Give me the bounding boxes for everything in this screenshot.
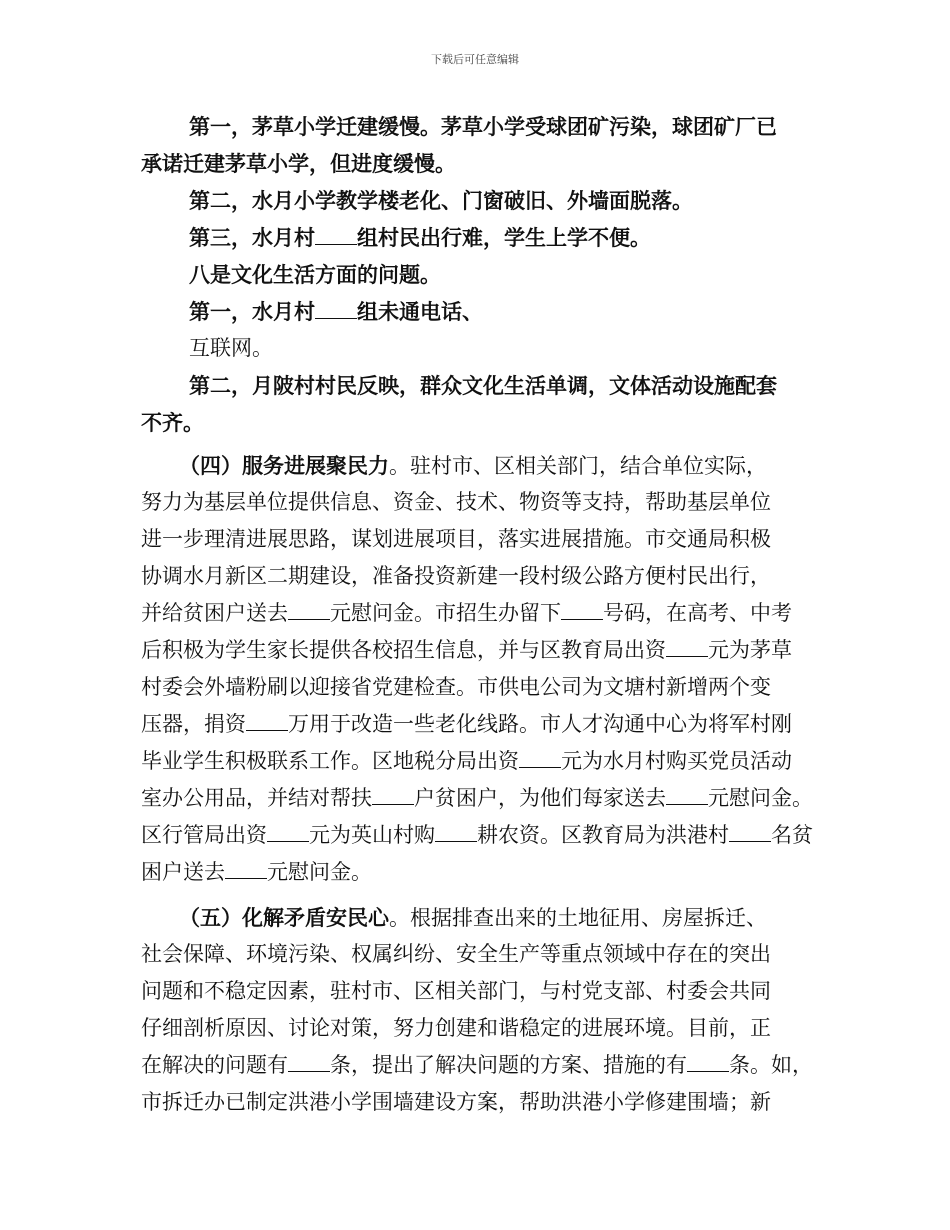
fill-in-blank [561, 600, 603, 620]
text-line [141, 817, 823, 854]
text-line [141, 595, 823, 632]
text-segment: 并给贫困户送去 [141, 601, 288, 625]
text-line: 不齐。 [141, 410, 204, 435]
text-segment: 条，提出了解决问题的方案、措施的有 [330, 1053, 687, 1077]
page-header: 下载后可任意编辑 [431, 53, 519, 66]
text-segment: 元为水月村购买党员活动 [561, 749, 792, 773]
text-segment: 区行管局出资 [141, 823, 267, 847]
text-segment: 后积极为学生家长提供各校招生信息，并与区教育局出资 [141, 638, 666, 662]
text-line [141, 447, 823, 484]
text-line [141, 743, 823, 780]
text-segment: 元为茅草 [708, 638, 792, 662]
section-heading: （四）服务进展聚民力 [179, 453, 389, 478]
text-segment: 条。如， [729, 1053, 813, 1077]
fill-in-blank [729, 822, 771, 842]
text-segment: 。驻村市、区相关部门，结合单位实际， [389, 454, 767, 478]
text-line [141, 706, 823, 743]
text-line [141, 293, 823, 330]
text-segment: 在解决的问题有 [141, 1053, 288, 1077]
text-segment: 压器，捐资 [141, 712, 246, 736]
fill-in-blank [315, 299, 357, 319]
fill-in-blank [687, 1052, 729, 1072]
text-line [141, 780, 823, 817]
section-heading: （五）化解矛盾安民心 [179, 905, 389, 930]
text-line [141, 854, 823, 891]
text-line: 第二，月陂村村民反映，群众文化生活单调，文体活动设施配套 [189, 373, 777, 398]
text-segment: 户贫困户，为他们每家送去 [414, 786, 666, 810]
fill-in-blank [246, 711, 288, 731]
text-segment: 第三，水月村 [189, 225, 315, 250]
document-body [141, 108, 823, 1121]
text-line: 问题和不稳定因素，驻村市、区相关部门，与村党支部、村委会共同 [141, 979, 771, 1003]
text-segment: 万用于改造一些老化线路。市人才沟通中心为将军村刚 [288, 712, 792, 736]
text-segment: 室办公用品，并结对帮扶 [141, 786, 372, 810]
text-segment: 元慰问金。 [267, 860, 372, 884]
text-line [141, 219, 823, 256]
fill-in-blank [435, 822, 477, 842]
text-line: 努力为基层单位提供信息、资金、技术、物资等支持，帮助基层单位 [141, 490, 771, 514]
text-line [141, 632, 823, 669]
text-line: 八是文化生活方面的问题。 [189, 262, 441, 287]
fill-in-blank [372, 785, 414, 805]
text-line [141, 899, 823, 936]
text-segment: 元慰问金。 [708, 786, 813, 810]
fill-in-blank [666, 785, 708, 805]
fill-in-blank [519, 748, 561, 768]
text-line: 协调水月新区二期建设，准备投资新建一段村级公路方便村民出行， [141, 564, 771, 588]
text-line: 市拆迁办已制定洪港小学围墙建设方案，帮助洪港小学修建围墙；新 [141, 1090, 771, 1114]
text-line: 承诺迁建茅草小学，但进度缓慢。 [141, 151, 456, 176]
fill-in-blank [225, 859, 267, 879]
text-line [141, 1047, 823, 1084]
text-line: 第一，茅草小学迁建缓慢。茅草小学受球团矿污染，球团矿厂已 [189, 114, 777, 139]
text-segment: 第一，水月村 [189, 299, 315, 324]
text-segment: 困户送去 [141, 860, 225, 884]
fill-in-blank [666, 637, 708, 657]
fill-in-blank [288, 1052, 330, 1072]
text-segment: 耕农资。区教育局为洪港村 [477, 823, 729, 847]
fill-in-blank [288, 600, 330, 620]
text-segment: 元慰问金。市招生办留下 [330, 601, 561, 625]
text-segment: 毕业学生积极联系工作。区地税分局出资 [141, 749, 519, 773]
text-segment: 。根据排查出来的土地征用、房屋拆迁、 [389, 906, 767, 930]
text-line: 第二，水月小学教学楼老化、门窗破旧、外墙面脱落。 [189, 188, 693, 213]
text-line: 互联网。 [189, 336, 273, 360]
text-line: 社会保障、环境污染、权属纠纷、安全生产等重点领域中存在的突出 [141, 942, 771, 966]
text-line: 村委会外墙粉刷以迎接省党建检查。市供电公司为文塘村新增两个变 [141, 675, 771, 699]
text-segment: 号码，在高考、中考 [603, 601, 792, 625]
text-segment: 名贫 [771, 823, 813, 847]
text-segment: 组村民出行难，学生上学不便。 [357, 225, 651, 250]
text-line: 仔细剖析原因、讨论对策，努力创建和谐稳定的进展环境。目前，正 [141, 1016, 771, 1040]
text-segment: 元为英山村购 [309, 823, 435, 847]
text-line: 进一步理清进展思路，谋划进展项目，落实进展措施。市交通局积极 [141, 527, 771, 551]
fill-in-blank [315, 225, 357, 245]
text-segment: 组未通电话、 [357, 299, 483, 324]
fill-in-blank [267, 822, 309, 842]
